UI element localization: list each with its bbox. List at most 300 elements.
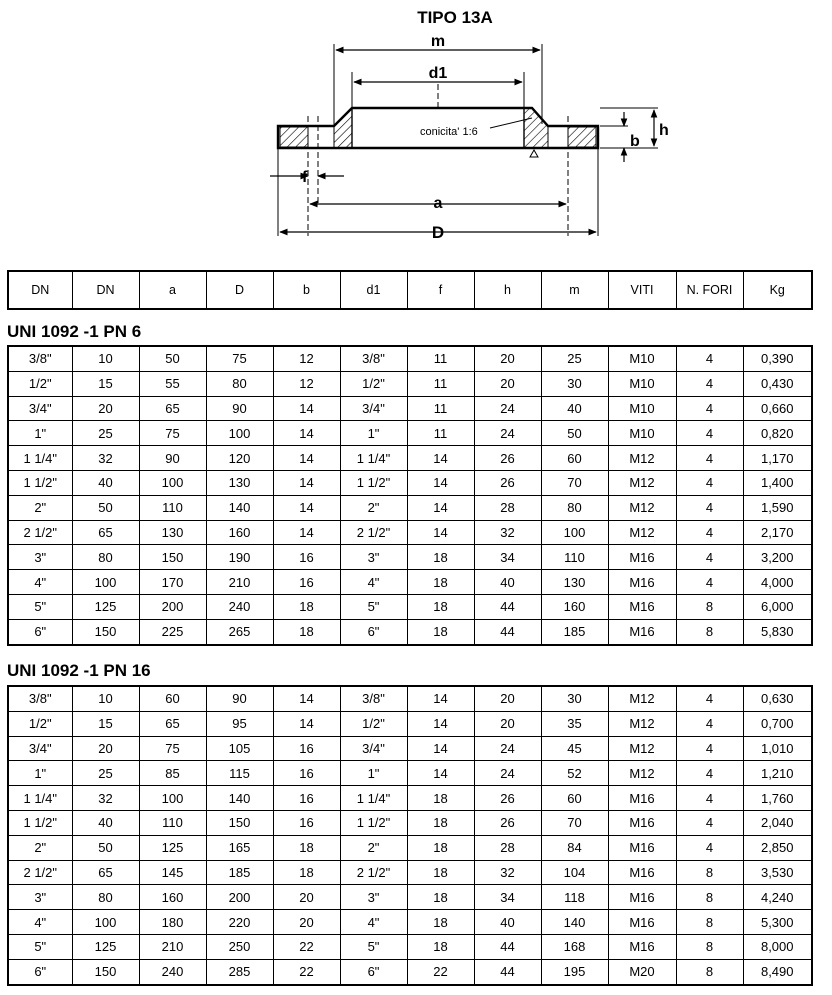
table-cell: 3"	[340, 885, 407, 910]
table-cell: 32	[474, 860, 541, 885]
table-cell: M16	[608, 885, 676, 910]
table-cell: 18	[273, 619, 340, 644]
table-cell: 50	[139, 346, 206, 371]
table-cell: 160	[541, 594, 608, 619]
table-cell: 40	[474, 910, 541, 935]
table-cell: 8	[676, 619, 743, 644]
table-cell: 2"	[8, 835, 72, 860]
column-header: f	[407, 271, 474, 309]
table-cell: M16	[608, 545, 676, 570]
dim-b-label: b	[630, 133, 640, 150]
table-row	[8, 570, 812, 595]
table-cell: 1 1/2"	[340, 810, 407, 835]
table-cell: 60	[541, 786, 608, 811]
table-cell: 185	[541, 619, 608, 644]
table-cell: 12	[273, 371, 340, 396]
table-cell: 240	[139, 959, 206, 984]
table-cell: 1,400	[743, 470, 812, 495]
table-cell: 65	[139, 396, 206, 421]
table-cell: 6"	[8, 619, 72, 644]
table-cell: 32	[72, 446, 139, 471]
table-cell: 0,700	[743, 711, 812, 736]
table-cell: M16	[608, 570, 676, 595]
table-cell: 11	[407, 421, 474, 446]
table-cell: 80	[72, 885, 139, 910]
table-cell: 1 1/2"	[8, 470, 72, 495]
table-cell: 4	[676, 545, 743, 570]
left-hub-hatch	[334, 108, 352, 148]
table-cell: 8	[676, 594, 743, 619]
table-cell: 6"	[8, 959, 72, 984]
table-cell: 18	[407, 885, 474, 910]
table-cell: M16	[608, 786, 676, 811]
table-cell: M12	[608, 520, 676, 545]
table-cell: 34	[474, 885, 541, 910]
table-cell: 44	[474, 959, 541, 984]
table-row	[8, 545, 812, 570]
table-cell: 4"	[340, 910, 407, 935]
table-cell: 18	[407, 910, 474, 935]
table-cell: 140	[541, 910, 608, 935]
table-cell: 130	[541, 570, 608, 595]
table-cell: 20	[273, 885, 340, 910]
dim-h-label: h	[659, 122, 669, 139]
column-header: DN	[8, 271, 72, 309]
table-cell: 8	[676, 885, 743, 910]
table-cell: 65	[139, 711, 206, 736]
table-row	[8, 835, 812, 860]
table-cell: 4	[676, 371, 743, 396]
table-cell: 4	[676, 711, 743, 736]
table-cell: M10	[608, 371, 676, 396]
header-row	[8, 271, 812, 309]
column-header-table	[7, 270, 813, 310]
table-cell: 75	[139, 421, 206, 446]
table-cell: 16	[273, 545, 340, 570]
table-cell: 145	[139, 860, 206, 885]
table-cell: 14	[407, 446, 474, 471]
table-cell: 44	[474, 594, 541, 619]
table-cell: 265	[206, 619, 273, 644]
table-cell: 4	[676, 786, 743, 811]
table-cell: 4	[676, 520, 743, 545]
table-cell: 14	[273, 446, 340, 471]
table-cell: 125	[72, 594, 139, 619]
table-cell: 6,000	[743, 594, 812, 619]
table-cell: 2,850	[743, 835, 812, 860]
table-cell: 3/4"	[8, 736, 72, 761]
table-cell: 1/2"	[340, 711, 407, 736]
table-cell: 110	[139, 495, 206, 520]
table-cell: 15	[72, 711, 139, 736]
table-cell: 4,000	[743, 570, 812, 595]
table-cell: 4"	[8, 910, 72, 935]
table-cell: 14	[407, 686, 474, 711]
table-cell: 4	[676, 835, 743, 860]
table-cell: 140	[206, 786, 273, 811]
table-cell: 2 1/2"	[8, 860, 72, 885]
table-cell: 18	[407, 810, 474, 835]
right-hub-hatch	[524, 108, 548, 148]
table-cell: 84	[541, 835, 608, 860]
table-cell: 22	[273, 934, 340, 959]
table-cell: 1/2"	[340, 371, 407, 396]
table-cell: 14	[407, 495, 474, 520]
table-cell: 95	[206, 711, 273, 736]
table-cell: 4"	[340, 570, 407, 595]
table-cell: 11	[407, 396, 474, 421]
table-cell: 80	[206, 371, 273, 396]
column-header: N. FORI	[676, 271, 743, 309]
table-cell: 14	[273, 495, 340, 520]
table-cell: 25	[72, 421, 139, 446]
table-cell: 14	[273, 711, 340, 736]
table-cell: 2 1/2"	[340, 860, 407, 885]
column-header: a	[139, 271, 206, 309]
right-section-hatch	[568, 127, 596, 147]
table-cell: 18	[407, 934, 474, 959]
table-cell: 44	[474, 934, 541, 959]
table-cell: 1 1/4"	[8, 786, 72, 811]
table-cell: 55	[139, 371, 206, 396]
table-cell: 24	[474, 736, 541, 761]
section-title: UNI 1092 -1 PN 16	[7, 661, 151, 680]
table-cell: 5"	[8, 934, 72, 959]
table-cell: 130	[139, 520, 206, 545]
table-cell: 20	[474, 711, 541, 736]
table-cell: 14	[407, 520, 474, 545]
table-cell: 1/2"	[8, 371, 72, 396]
table-cell: 3,530	[743, 860, 812, 885]
table-cell: 3"	[8, 885, 72, 910]
table-cell: 150	[206, 810, 273, 835]
table-cell: 18	[273, 835, 340, 860]
column-header: b	[273, 271, 340, 309]
table-cell: 18	[407, 860, 474, 885]
table-cell: 8,000	[743, 934, 812, 959]
table-cell: 14	[407, 736, 474, 761]
table-cell: 170	[139, 570, 206, 595]
table-cell: 220	[206, 910, 273, 935]
table-cell: 5,300	[743, 910, 812, 935]
table-cell: 22	[407, 959, 474, 984]
table-cell: 50	[72, 495, 139, 520]
table-cell: 14	[273, 520, 340, 545]
table-cell: 18	[407, 835, 474, 860]
table-row	[8, 470, 812, 495]
table-row	[8, 910, 812, 935]
table-cell: 115	[206, 761, 273, 786]
table-cell: 3/8"	[8, 346, 72, 371]
table-cell: 60	[139, 686, 206, 711]
table-cell: 4	[676, 470, 743, 495]
table-row	[8, 619, 812, 644]
table-cell: 20	[273, 910, 340, 935]
table-cell: 285	[206, 959, 273, 984]
table-cell: 1,760	[743, 786, 812, 811]
table-cell: 180	[139, 910, 206, 935]
table-cell: M16	[608, 835, 676, 860]
table-cell: 1 1/2"	[8, 810, 72, 835]
table-cell: 10	[72, 686, 139, 711]
table-cell: 26	[474, 470, 541, 495]
table-cell: 50	[72, 835, 139, 860]
table-cell: 16	[273, 570, 340, 595]
table-cell: 160	[139, 885, 206, 910]
table-cell: 12	[273, 346, 340, 371]
table-row	[8, 959, 812, 984]
table-cell: 40	[541, 396, 608, 421]
table-cell: 240	[206, 594, 273, 619]
table-cell: 5"	[340, 594, 407, 619]
table-row	[8, 711, 812, 736]
table-cell: 150	[139, 545, 206, 570]
table-cell: M16	[608, 934, 676, 959]
dim-d1-label: d1	[428, 65, 448, 82]
table-cell: 4	[676, 686, 743, 711]
table-row	[8, 495, 812, 520]
table-cell: 210	[139, 934, 206, 959]
table-cell: 150	[72, 959, 139, 984]
table-cell: 16	[273, 786, 340, 811]
table-cell: 1 1/4"	[340, 446, 407, 471]
table-row	[8, 736, 812, 761]
table-row	[8, 371, 812, 396]
table-cell: 20	[72, 396, 139, 421]
table-cell: 130	[206, 470, 273, 495]
table-cell: 250	[206, 934, 273, 959]
table-cell: 1 1/4"	[340, 786, 407, 811]
table-row	[8, 934, 812, 959]
table-cell: 10	[72, 346, 139, 371]
table-cell: 14	[273, 470, 340, 495]
table-cell: 5"	[8, 594, 72, 619]
table-cell: 80	[72, 545, 139, 570]
table-cell: 40	[474, 570, 541, 595]
table-cell: 150	[72, 619, 139, 644]
table-cell: 100	[139, 470, 206, 495]
table-cell: 1"	[8, 421, 72, 446]
table-cell: 14	[273, 686, 340, 711]
table-cell: 14	[407, 711, 474, 736]
table-cell: 14	[407, 470, 474, 495]
table-cell: 110	[139, 810, 206, 835]
table-cell: 0,660	[743, 396, 812, 421]
table-cell: 4	[676, 346, 743, 371]
table-cell: 0,390	[743, 346, 812, 371]
table-cell: 100	[541, 520, 608, 545]
table-cell: 100	[72, 910, 139, 935]
table-cell: 60	[541, 446, 608, 471]
table-cell: 1,010	[743, 736, 812, 761]
table-cell: M10	[608, 396, 676, 421]
table-cell: 4	[676, 570, 743, 595]
table-cell: 4	[676, 736, 743, 761]
table-cell: M12	[608, 761, 676, 786]
table-cell: 125	[72, 934, 139, 959]
table-cell: 75	[206, 346, 273, 371]
table-cell: 45	[541, 736, 608, 761]
table-cell: 1"	[340, 421, 407, 446]
table-cell: 100	[206, 421, 273, 446]
table-cell: 70	[541, 470, 608, 495]
table-cell: 30	[541, 371, 608, 396]
table-cell: 26	[474, 786, 541, 811]
column-header: DN	[72, 271, 139, 309]
table-cell: 4"	[8, 570, 72, 595]
table-cell: 16	[273, 810, 340, 835]
table-cell: 185	[206, 860, 273, 885]
table-cell: 52	[541, 761, 608, 786]
column-header: m	[541, 271, 608, 309]
table-cell: 18	[273, 594, 340, 619]
table-cell: 20	[72, 736, 139, 761]
table-cell: 1,210	[743, 761, 812, 786]
table-cell: 168	[541, 934, 608, 959]
table-cell: 32	[72, 786, 139, 811]
table-cell: 4	[676, 810, 743, 835]
table-cell: 8,490	[743, 959, 812, 984]
table-cell: 3/8"	[340, 346, 407, 371]
column-header: VITI	[608, 271, 676, 309]
table-cell: 26	[474, 810, 541, 835]
table-cell: 3/8"	[340, 686, 407, 711]
table-cell: 24	[474, 396, 541, 421]
table-cell: 20	[474, 346, 541, 371]
table-row	[8, 810, 812, 835]
table-cell: 225	[139, 619, 206, 644]
pn16-table	[7, 685, 813, 986]
table-cell: 65	[72, 520, 139, 545]
table-cell: 11	[407, 346, 474, 371]
table-cell: 24	[474, 761, 541, 786]
table-cell: 2,170	[743, 520, 812, 545]
table-row	[8, 761, 812, 786]
table-cell: 32	[474, 520, 541, 545]
table-cell: 105	[206, 736, 273, 761]
table-cell: 3/8"	[8, 686, 72, 711]
table-cell: 75	[139, 736, 206, 761]
table-row	[8, 520, 812, 545]
left-section-hatch	[280, 127, 308, 147]
dim-a-label: a	[433, 195, 443, 212]
table-cell: 14	[407, 761, 474, 786]
table-cell: 4,240	[743, 885, 812, 910]
table-cell: 65	[72, 860, 139, 885]
table-cell: 18	[407, 594, 474, 619]
table-cell: 200	[206, 885, 273, 910]
table-cell: 8	[676, 860, 743, 885]
table-cell: 11	[407, 371, 474, 396]
table-cell: 0,430	[743, 371, 812, 396]
table-cell: 200	[139, 594, 206, 619]
table-cell: 35	[541, 711, 608, 736]
table-cell: 26	[474, 446, 541, 471]
table-cell: 5,830	[743, 619, 812, 644]
table-cell: 104	[541, 860, 608, 885]
table-cell: 2"	[340, 835, 407, 860]
table-cell: 2"	[340, 495, 407, 520]
table-cell: 16	[273, 761, 340, 786]
table-row	[8, 396, 812, 421]
column-header: Kg	[743, 271, 812, 309]
table-cell: 40	[72, 470, 139, 495]
table-cell: 30	[541, 686, 608, 711]
table-cell: 1 1/2"	[340, 470, 407, 495]
table-cell: M20	[608, 959, 676, 984]
table-cell: M12	[608, 686, 676, 711]
table-cell: 28	[474, 835, 541, 860]
table-cell: 4	[676, 396, 743, 421]
table-cell: M16	[608, 910, 676, 935]
table-cell: 3/4"	[340, 736, 407, 761]
table-cell: 90	[206, 396, 273, 421]
table-cell: 18	[273, 860, 340, 885]
table-cell: 3/4"	[340, 396, 407, 421]
dim-f-label: f	[302, 169, 308, 186]
table-cell: 18	[407, 619, 474, 644]
column-header: h	[474, 271, 541, 309]
table-cell: 18	[407, 545, 474, 570]
dim-D-label: D	[431, 223, 445, 242]
table-row	[8, 346, 812, 371]
table-cell: 4	[676, 761, 743, 786]
table-cell: 28	[474, 495, 541, 520]
table-cell: M16	[608, 810, 676, 835]
table-row	[8, 786, 812, 811]
table-cell: 1,590	[743, 495, 812, 520]
table-row	[8, 594, 812, 619]
table-cell: 160	[206, 520, 273, 545]
table-cell: 190	[206, 545, 273, 570]
table-cell: 8	[676, 959, 743, 984]
table-cell: 8	[676, 934, 743, 959]
table-cell: M10	[608, 346, 676, 371]
table-cell: 140	[206, 495, 273, 520]
table-cell: 3,200	[743, 545, 812, 570]
table-cell: 4	[676, 495, 743, 520]
table-cell: 1"	[340, 761, 407, 786]
table-cell: 2"	[8, 495, 72, 520]
table-cell: 5"	[340, 934, 407, 959]
table-cell: 195	[541, 959, 608, 984]
table-cell: 4	[676, 421, 743, 446]
table-cell: 44	[474, 619, 541, 644]
table-cell: 20	[474, 371, 541, 396]
table-cell: M10	[608, 421, 676, 446]
table-cell: 6"	[340, 619, 407, 644]
table-cell: 118	[541, 885, 608, 910]
table-cell: 16	[273, 736, 340, 761]
table-cell: 165	[206, 835, 273, 860]
table-cell: 3"	[8, 545, 72, 570]
table-cell: 90	[206, 686, 273, 711]
table-cell: 50	[541, 421, 608, 446]
table-cell: 0,630	[743, 686, 812, 711]
pn6-table	[7, 345, 813, 646]
table-cell: 4	[676, 446, 743, 471]
table-row	[8, 446, 812, 471]
table-cell: 100	[72, 570, 139, 595]
table-cell: 210	[206, 570, 273, 595]
table-row	[8, 860, 812, 885]
table-cell: 70	[541, 810, 608, 835]
table-cell: 110	[541, 545, 608, 570]
table-cell: M12	[608, 446, 676, 471]
table-cell: 3"	[340, 545, 407, 570]
table-row	[8, 421, 812, 446]
table-cell: 1"	[8, 761, 72, 786]
